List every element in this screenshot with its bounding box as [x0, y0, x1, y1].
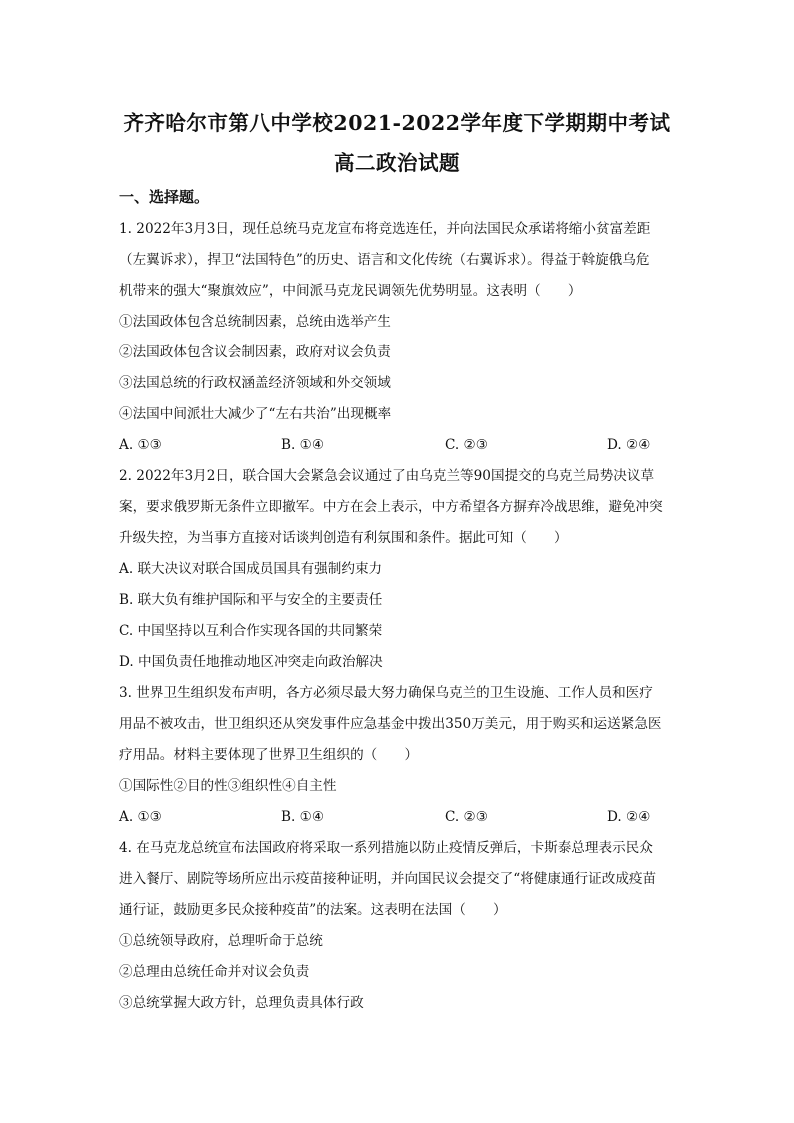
q4-item: ③总统掌握大政方针，总理负责具体行政: [119, 995, 364, 1011]
section-heading: 一、选择题。: [119, 188, 210, 206]
exam-title: 齐齐哈尔市第八中学校2021-2022学年度下学期期中考试: [123, 111, 671, 135]
q1-option-a: A. ①③: [119, 437, 162, 453]
q1-stem-line: （左翼诉求），捍卫“法国特色”的历史、语言和文化传统（右翼诉求）。得益于斡旋俄乌危: [119, 252, 650, 268]
q1-option-d: D. ②④: [607, 437, 651, 453]
q4-item: ②总理由总统任命并对议会负责: [119, 964, 310, 980]
q2-option-c: C. 中国坚持以互利合作实现各国的共同繁荣: [119, 623, 383, 639]
exam-subtitle: 高二政治试题: [334, 151, 460, 175]
q2-option-d: D. 中国负责任地推动地区冲突走向政治解决: [119, 654, 383, 670]
q1-item: ④法国中间派壮大减少了“左右共治”出现概率: [119, 406, 392, 422]
q1-option-c: C. ②③: [445, 437, 488, 453]
q2-stem-line: 案，要求俄罗斯无条件立即撤军。中方在会上表示，中方希望各方摒弃冷战思维，避免冲突: [119, 499, 663, 515]
q3-option-a: A. ①③: [119, 809, 162, 825]
q3-item: ①国际性②目的性③组织性④自主性: [119, 778, 337, 794]
q1-option-b: B. ①④: [281, 437, 325, 453]
q1-item: ①法国政体包含总统制因素，总统由选举产生: [119, 314, 391, 330]
q3-option-b: B. ①④: [281, 809, 325, 825]
q4-item: ①总统领导政府，总理听命于总统: [119, 933, 323, 949]
q4-stem-line: 通行证，鼓励更多民众接种疫苗”的法案。这表明在法国（ ）: [119, 902, 507, 918]
q1-item: ②法国政体包含议会制因素，政府对议会负责: [119, 344, 391, 360]
q3-stem-line: 疗用品。材料主要体现了世界卫生组织的（ ）: [119, 747, 419, 763]
q2-stem-line: 升级失控，为当事方直接对话谈判创造有利氛围和条件。据此可知（ ）: [119, 530, 568, 546]
q3-option-c: C. ②③: [445, 809, 488, 825]
q2-option-a: A. 联大决议对联合国成员国具有强制约束力: [119, 561, 383, 577]
q4-stem-line: 进入餐厅、剧院等场所应出示疫苗接种证明，并向国民议会提交了“将健康通行证改成疫苗: [119, 871, 657, 887]
q1-stem-line: 1. 2022年3月3日，现任总统马克龙宣布将竞选连任，并向法国民众承诺将缩小贫富差距: [119, 221, 651, 237]
q4-stem-line: 4. 在马克龙总统宣布法国政府将采取一系列措施以防止疫情反弹后，卡斯泰总理表示民众: [119, 840, 653, 856]
q2-option-b: B. 联大负有维护国际和平与安全的主要责任: [119, 592, 383, 608]
q1-options: [119, 435, 679, 455]
q3-stem-line: 3. 世界卫生组织发布声明，各方必须尽最大努力确保乌克兰的卫生设施、工作人员和医疗: [119, 685, 653, 701]
q3-stem-line: 用品不被攻击，世卫组织还从突发事件应急基金中拨出350万美元，用于购买和运送紧急医: [119, 716, 662, 732]
q3-options: [119, 807, 679, 827]
q3-option-d: D. ②④: [607, 809, 651, 825]
q1-item: ③法国总统的行政权涵盖经济领域和外交领域: [119, 375, 391, 391]
q2-stem-line: 2. 2022年3月2日，联合国大会紧急会议通过了由乌克兰等90国提交的乌克兰局势决议草: [119, 468, 655, 484]
q1-stem-line: 机带来的强大“聚旗效应”，中间派马克龙民调领先优势明显。这表明（ ）: [119, 283, 582, 299]
